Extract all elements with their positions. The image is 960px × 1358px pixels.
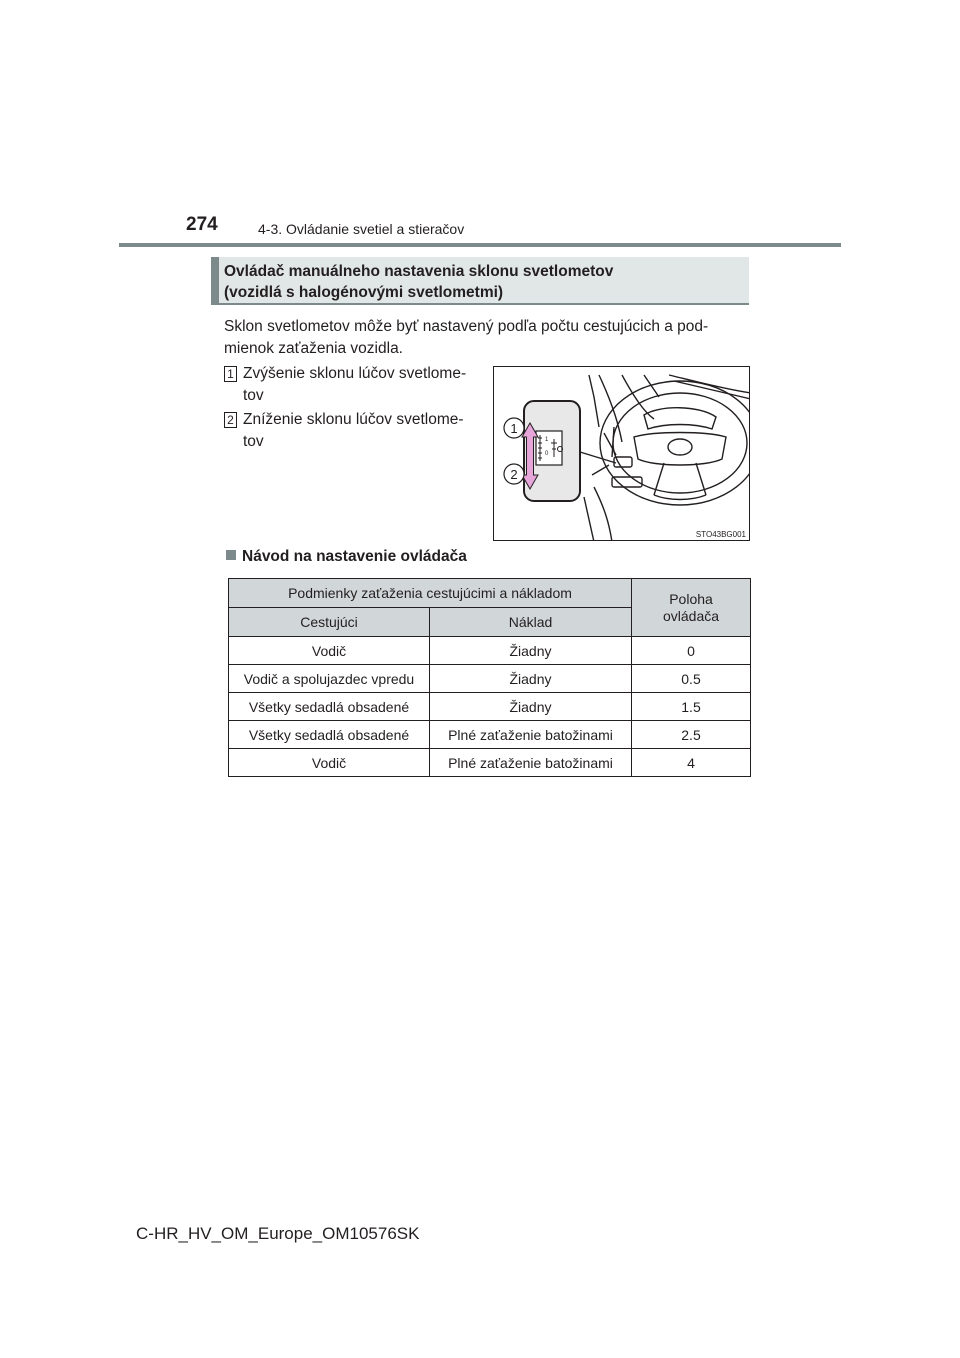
adjustment-guide-table — [228, 578, 751, 777]
cell-position: 2.5 — [632, 721, 751, 749]
intro-line-1: Sklon svetlometov môže byť nastavený podľa počtu cestujúcich a pod- — [224, 318, 709, 335]
callout-2-label: 2 — [510, 467, 518, 482]
cell-passengers: Všetky sedadlá obsadené — [229, 721, 430, 749]
table-row — [229, 637, 751, 665]
cell-passengers: Všetky sedadlá obsadené — [229, 693, 430, 721]
subheading — [226, 548, 467, 566]
table-row — [229, 721, 751, 749]
item-1-line-1: Zvýšenie sklonu lúčov svetlome- — [243, 365, 467, 382]
table-row — [229, 665, 751, 693]
header-load-conditions: Podmienky zaťaženia cestujúcimi a nákladom — [229, 579, 632, 608]
item-2-line-2: tov — [243, 433, 264, 450]
dial-label-top: 1 — [545, 437, 549, 443]
page-number: 274 — [186, 214, 218, 235]
header-dial-position-line-1: Poloha — [669, 590, 713, 607]
cell-position: 1.5 — [632, 693, 751, 721]
item-1-line-2: tov — [243, 387, 264, 404]
subheading-text: Návod na nastavenie ovládača — [242, 548, 467, 565]
document-footer-id: C-HR_HV_OM_Europe_OM10576SK — [136, 1224, 420, 1243]
intro-line-2: mienok zaťaženia vozidla. — [224, 340, 403, 357]
cell-position: 0.5 — [632, 665, 751, 693]
cell-cargo: Žiadny — [430, 693, 632, 721]
cell-position: 4 — [632, 749, 751, 777]
headlight-leveling-dial-illustration — [493, 366, 750, 541]
cell-passengers: Vodič — [229, 749, 430, 777]
figure-code: STO43BG001 — [695, 530, 746, 539]
section-title-line-1: Ovládač manuálneho nastavenia sklonu svetlometov — [224, 263, 614, 280]
section-title-line-2: (vozidlá s halogénovými svetlometmi) — [224, 284, 504, 301]
header-rule — [119, 243, 841, 247]
header-dial-position-line-2: ovládača — [662, 607, 720, 624]
cell-cargo: Žiadny — [430, 637, 632, 665]
dashboard-drawing — [494, 367, 750, 541]
cell-cargo: Plné zaťaženie batožinami — [430, 721, 632, 749]
cell-position: 0 — [632, 637, 751, 665]
cell-cargo: Žiadny — [430, 665, 632, 693]
item-2-line-1: Zníženie sklonu lúčov svetlome- — [243, 411, 464, 428]
dial-label-mid: 0 — [545, 451, 549, 457]
callout-1-label: 1 — [510, 421, 518, 436]
chapter-title: 4-3. Ovládanie svetiel a stieračov — [258, 221, 465, 237]
cell-passengers: Vodič — [229, 637, 430, 665]
square-bullet-icon — [226, 550, 236, 560]
header-dial-position — [632, 579, 751, 637]
cell-cargo: Plné zaťaženie batožinami — [430, 749, 632, 777]
cell-passengers: Vodič a spolujazdec vpredu — [229, 665, 430, 693]
table-row — [229, 693, 751, 721]
header-passengers: Cestujúci — [229, 608, 430, 637]
item-number-badge: 2 — [224, 412, 237, 428]
header-cargo: Náklad — [430, 608, 632, 637]
item-number-badge: 1 — [224, 366, 237, 382]
table-row — [229, 749, 751, 777]
